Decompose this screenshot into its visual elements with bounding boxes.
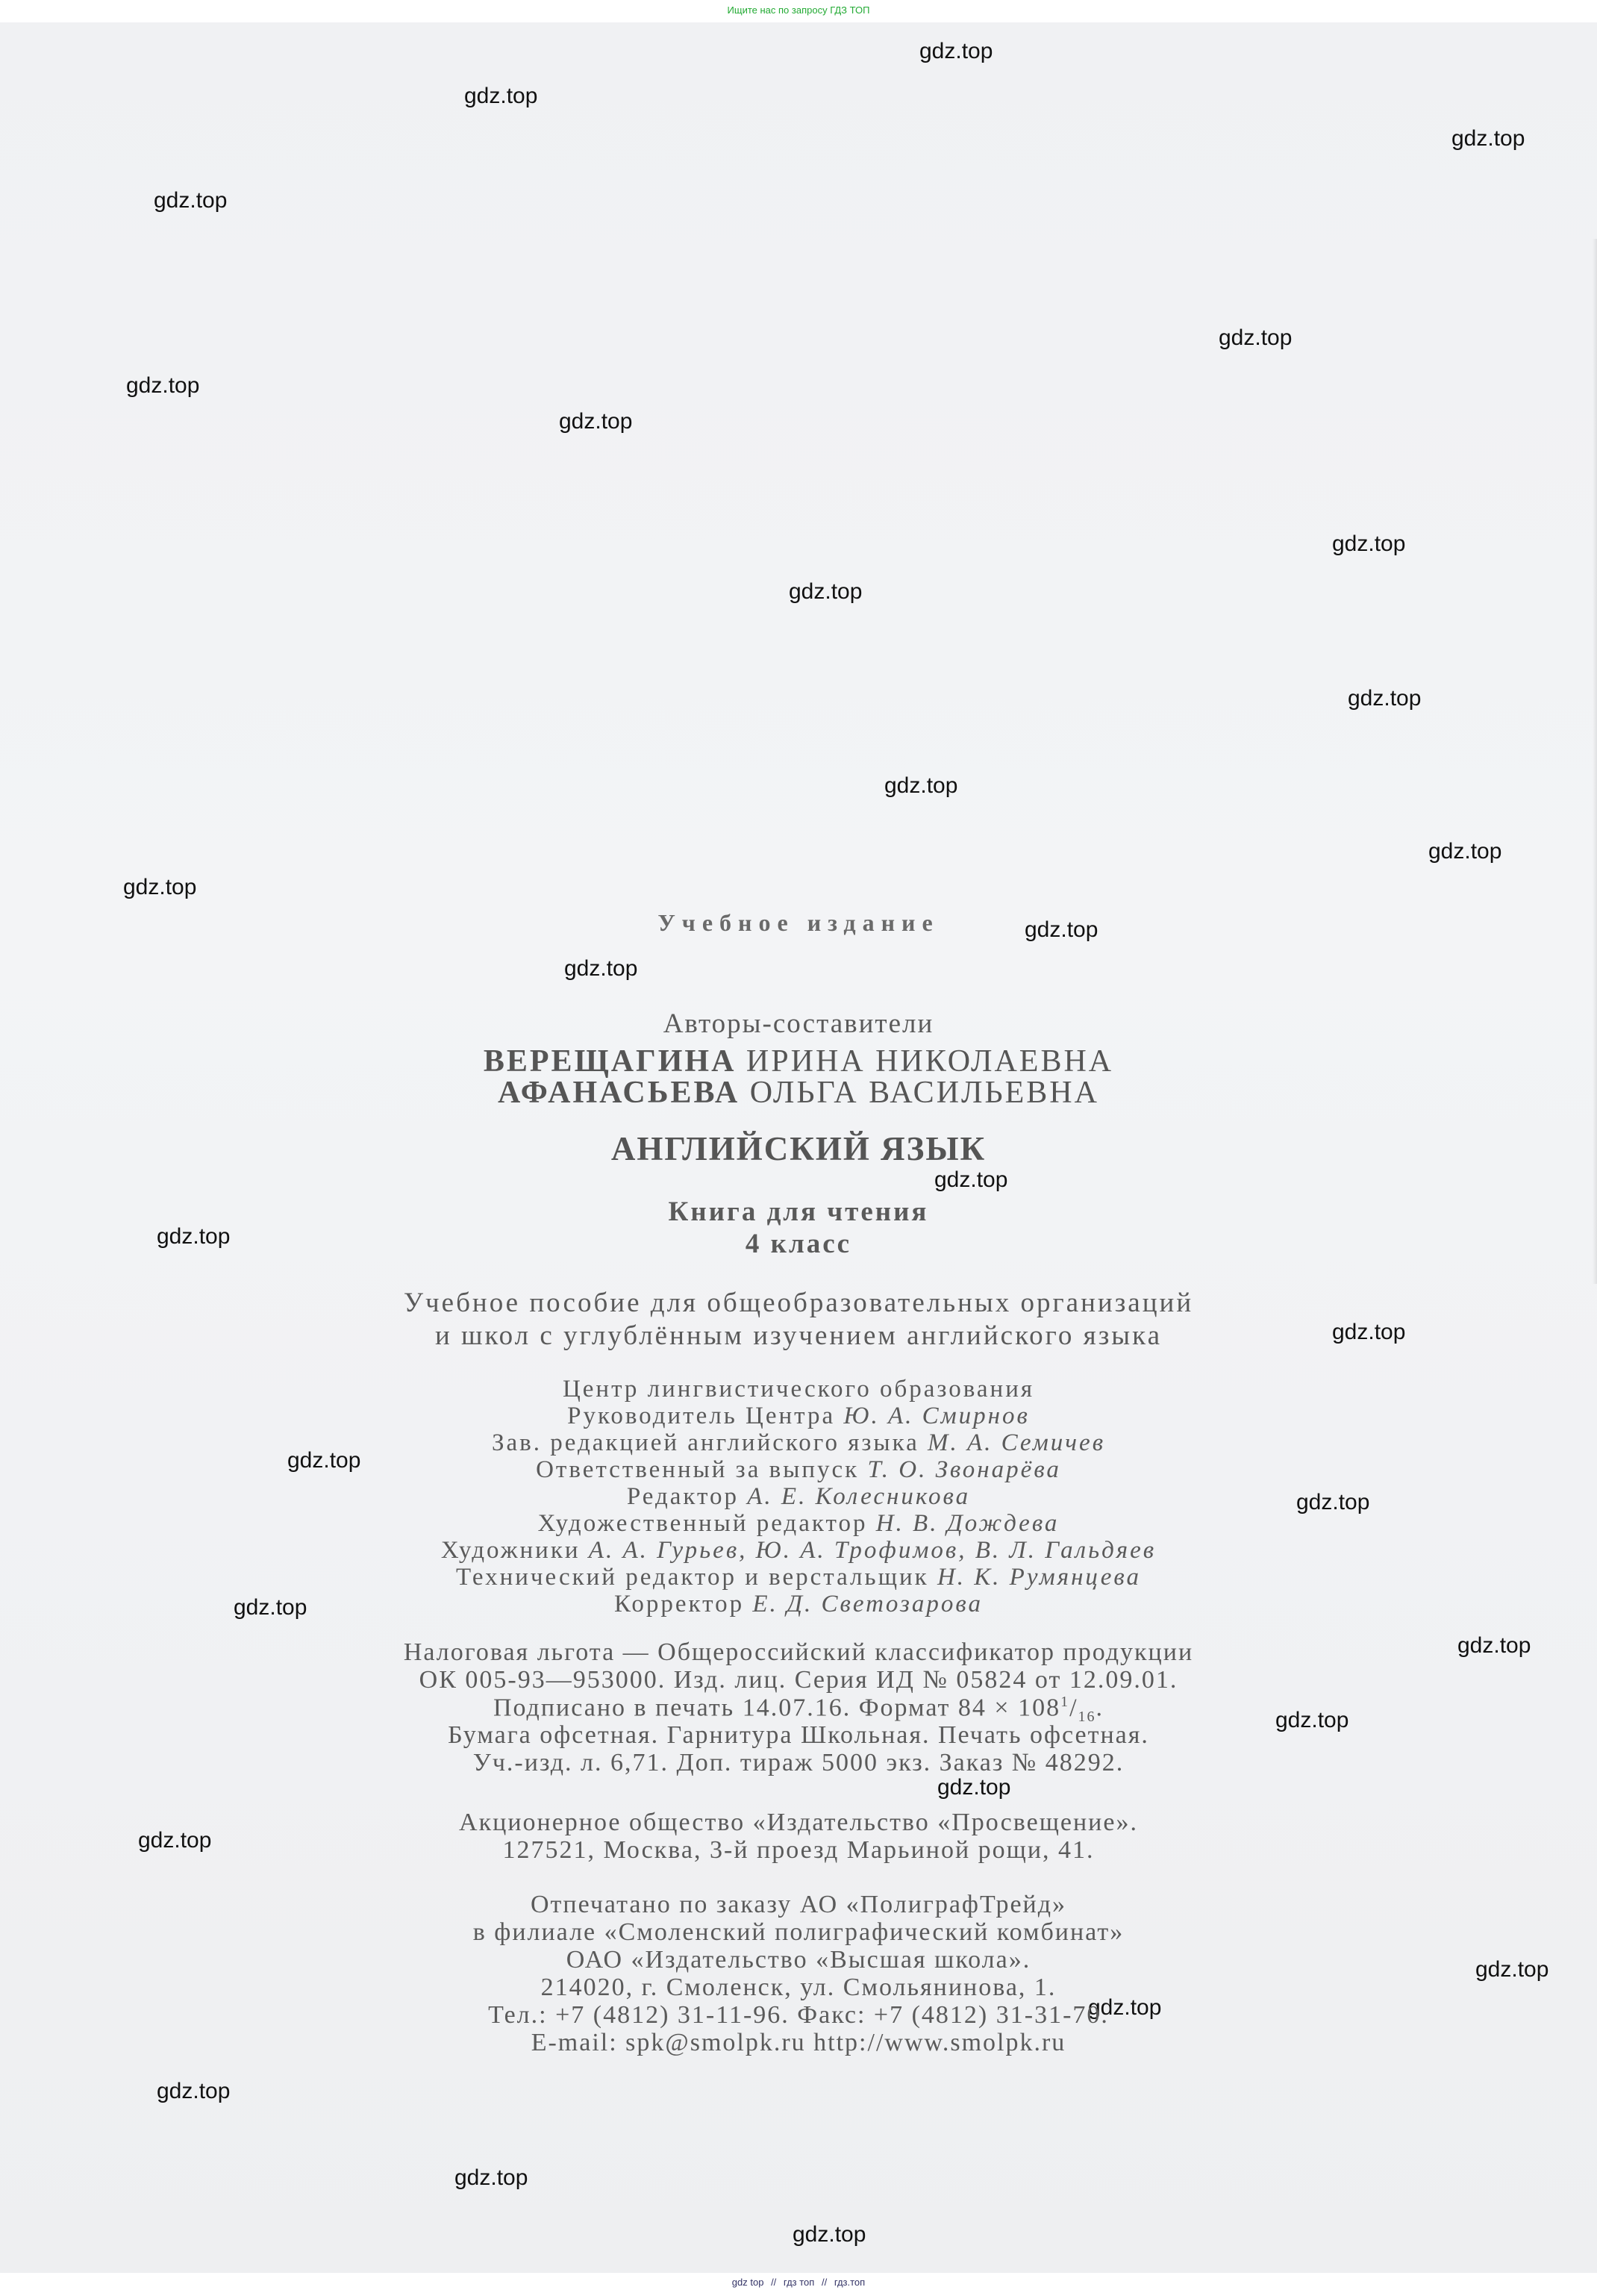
staff-role: Зав. редакцией английского языка — [491, 1429, 919, 1456]
staff-name: Т. О. Звонарёва — [867, 1456, 1061, 1483]
watermark: gdz.top — [1088, 1995, 1162, 2020]
link-separator: // — [771, 2277, 777, 2288]
watermark: gdz.top — [154, 188, 228, 213]
watermark: gdz.top — [138, 1828, 212, 1853]
link-gdz-top[interactable]: gdz top — [731, 2277, 764, 2288]
watermark: gdz.top — [559, 409, 633, 434]
watermark: gdz.top — [287, 1448, 361, 1473]
watermark: gdz.top — [157, 1224, 231, 1249]
publishing-line: Уч.-изд. л. 6,71. Доп. тираж 5000 экз. Заказ № 48292. — [472, 1749, 1125, 1776]
book-subject: АНГЛИЙСКИЙ ЯЗЫК — [610, 1130, 987, 1167]
watermark: gdz.top — [157, 2079, 231, 2103]
book-grade: 4 класс — [745, 1229, 852, 1259]
staff-name: Н. К. Румянцева — [937, 1564, 1142, 1591]
watermark: gdz.top — [123, 875, 197, 899]
publishing-line: Налоговая льгота — Общероссийский классификатор продукции — [403, 1638, 1194, 1666]
staff-line — [0, 1403, 1597, 1430]
staff-name: М. А. Семичев — [928, 1429, 1106, 1456]
watermark: gdz.top — [464, 84, 538, 108]
description-line-2: и школ с углублённым изучением английского языка — [434, 1320, 1163, 1351]
watermark: gdz.top — [126, 373, 200, 398]
format-text: Подписано в печать 14.07.16. Формат 84 × 108 — [493, 1694, 1061, 1722]
author-2-name: ОЛЬГА ВАСИЛЬЕВНА — [749, 1076, 1099, 1110]
watermark: gdz.top — [789, 579, 863, 604]
staff-role: Художественный редактор — [537, 1510, 868, 1537]
format-numerator: 1 — [1060, 1694, 1070, 1710]
printer-line: Отпечатано по заказу АО «ПолиграфТрейд» — [530, 1891, 1067, 1918]
author-1-surname: ВЕРЕЩАГИНА — [483, 1044, 737, 1079]
watermark: gdz.top — [1457, 1633, 1531, 1658]
staff-name: Ю. А. Смирнов — [843, 1403, 1030, 1429]
format-slash: / — [1069, 1694, 1078, 1722]
watermark: gdz.top — [1275, 1708, 1349, 1732]
format-suffix: . — [1096, 1694, 1104, 1722]
watermark: gdz.top — [1428, 839, 1502, 864]
watermark: gdz.top — [884, 773, 958, 798]
watermark: gdz.top — [937, 1775, 1011, 1800]
watermark: gdz.top — [919, 39, 993, 63]
publisher-line: Акционерное общество «Издательство «Просвещение». — [459, 1809, 1138, 1836]
printer-line: E-mail: spk@smolpk.ru http://www.smolpk.ru — [531, 2029, 1066, 2056]
author-1-name: ИРИНА НИКОЛАЕВНА — [746, 1044, 1114, 1079]
staff-name: Е. Д. Светозарова — [752, 1591, 983, 1618]
book-type: Книга для чтения — [668, 1197, 929, 1227]
watermark: gdz.top — [234, 1595, 307, 1620]
author-1 — [0, 1044, 1597, 1079]
watermark: gdz.top — [1332, 531, 1406, 556]
publishing-line: Бумага офсетная. Гарнитура Школьная. Печать офсетная. — [448, 1721, 1149, 1749]
authors-label: Авторы-составители — [663, 1008, 934, 1039]
link-separator: // — [821, 2277, 828, 2288]
watermark: gdz.top — [1451, 126, 1525, 151]
staff-role: Руководитель Центра — [567, 1403, 836, 1429]
top-banner: Ищите нас по запросу ГДЗ ТОП — [727, 4, 870, 16]
staff-role: Технический редактор и верстальщик — [455, 1564, 929, 1591]
staff-name: Н. В. Дождева — [875, 1510, 1060, 1537]
link-gdz-top-ru[interactable]: гдз топ — [783, 2277, 815, 2288]
staff-line — [0, 1483, 1597, 1511]
publisher-line: 127521, Москва, 3-й проезд Марьиной рощи, 41. — [502, 1836, 1095, 1864]
publishing-line: ОК 005-93—953000. Изд. лиц. Серия ИД № 05824 от 12.09.01. — [419, 1666, 1178, 1694]
author-2 — [0, 1075, 1597, 1111]
page-edge-shadow — [1593, 239, 1597, 1284]
staff-line — [0, 1510, 1597, 1538]
format-denominator: 16 — [1078, 1709, 1096, 1726]
staff-role: Центр лингвистического образования — [562, 1376, 1035, 1403]
bottom-links — [0, 2277, 1597, 2288]
watermark: gdz.top — [1348, 686, 1422, 711]
printer-line: Тел.: +7 (4812) 31-11-96. Факс: +7 (4812) 31-31-70. — [488, 2001, 1109, 2029]
watermark: gdz.top — [1025, 917, 1098, 942]
staff-line — [0, 1537, 1597, 1565]
staff-role: Корректор — [614, 1591, 745, 1618]
staff-line — [0, 1564, 1597, 1591]
watermark: gdz.top — [793, 2222, 866, 2247]
watermark: gdz.top — [1219, 325, 1293, 350]
printer-line: ОАО «Издательство «Высшая школа». — [566, 1946, 1031, 1974]
watermark: gdz.top — [454, 2165, 528, 2190]
watermark: gdz.top — [564, 956, 638, 981]
link-gdz-top-dot[interactable]: гдз.топ — [834, 2277, 866, 2288]
printer-line: в филиале «Смоленский полиграфический комбинат» — [472, 1918, 1125, 1946]
staff-role: Ответственный за выпуск — [536, 1456, 860, 1483]
watermark: gdz.top — [1332, 1320, 1406, 1344]
printer-line: 214020, г. Смоленск, ул. Смольянинова, 1. — [540, 1974, 1057, 2001]
description-line-1: Учебное пособие для общеобразовательных организаций — [403, 1288, 1194, 1318]
staff-line — [0, 1429, 1597, 1457]
watermark: gdz.top — [934, 1167, 1008, 1192]
staff-line — [0, 1591, 1597, 1618]
author-2-surname: АФАНАСЬЕВА — [498, 1076, 740, 1110]
staff-name: А. Е. Колесникова — [747, 1483, 971, 1510]
staff-name: А. А. Гурьев, Ю. А. Трофимов, В. Л. Гальдяев — [588, 1537, 1157, 1564]
staff-role: Художники — [440, 1537, 581, 1564]
edition-type: Учебное издание — [657, 909, 940, 936]
staff-line — [0, 1376, 1597, 1403]
watermark: gdz.top — [1296, 1490, 1370, 1514]
watermark: gdz.top — [1475, 1957, 1549, 1982]
staff-line — [0, 1456, 1597, 1484]
staff-role: Редактор — [626, 1483, 740, 1510]
